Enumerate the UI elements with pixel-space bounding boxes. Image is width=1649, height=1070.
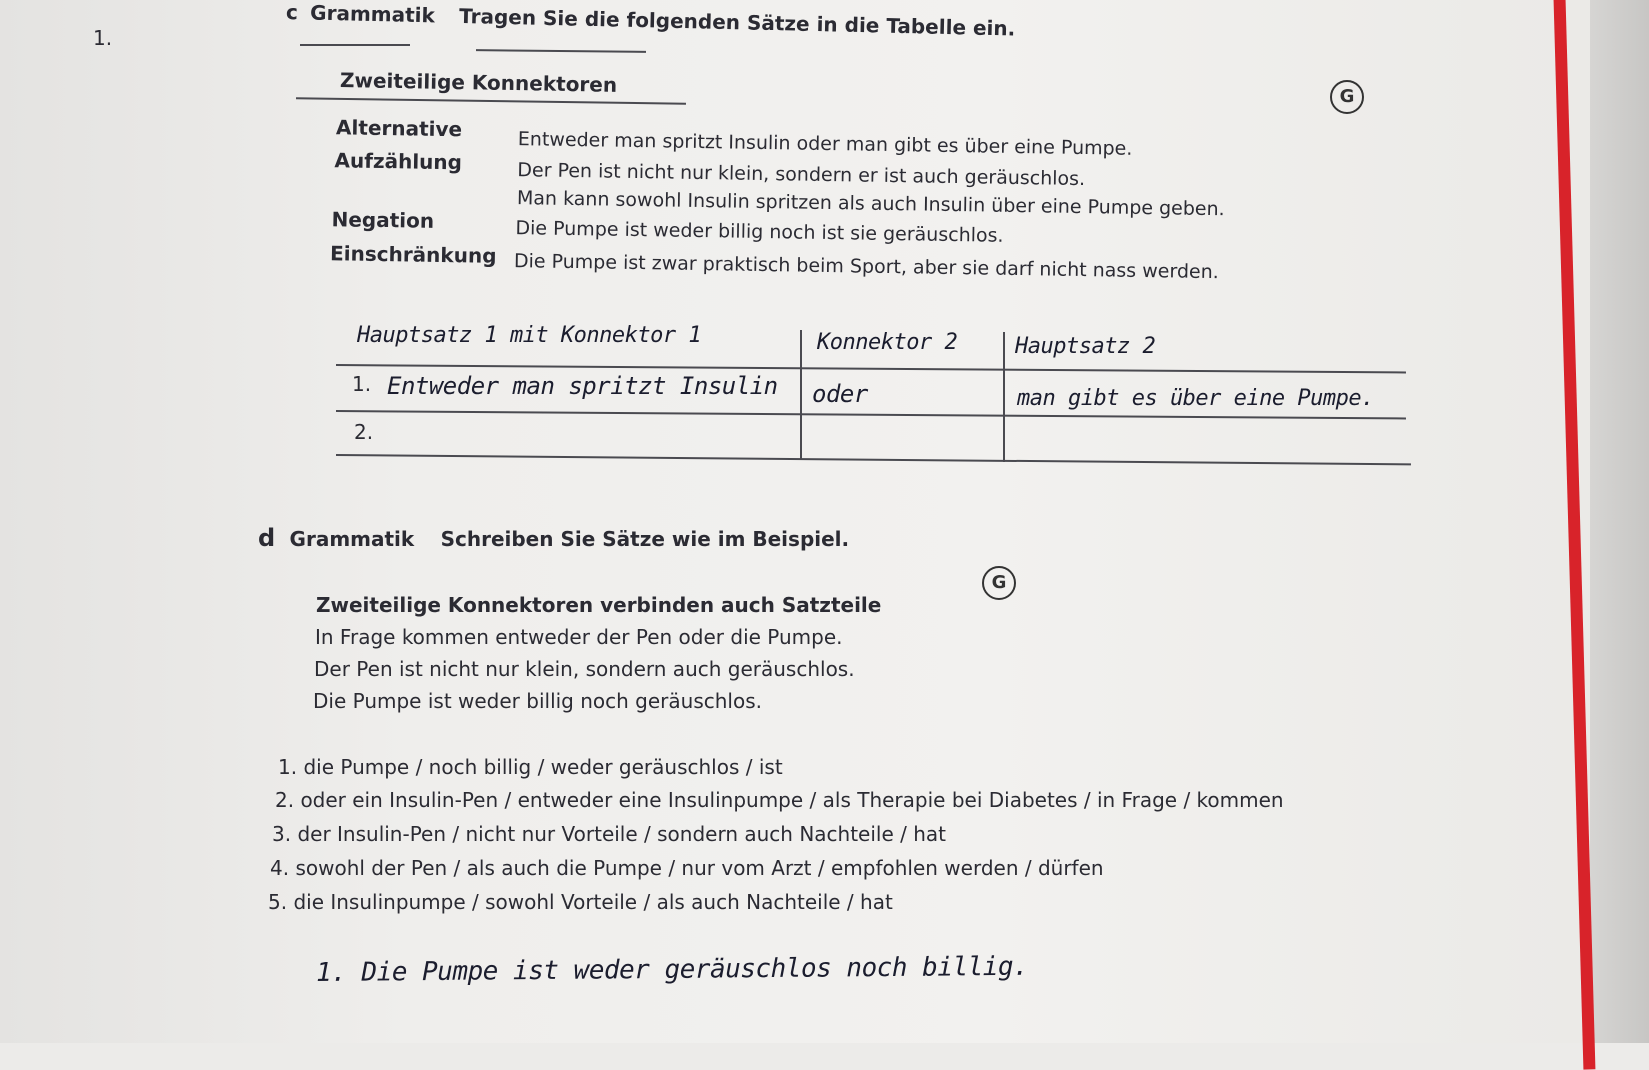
table-header-k2: Konnektor 2 <box>817 330 958 355</box>
section-d-box-title: Zweiteilige Konnektoren verbinden auch Satzteile <box>316 593 882 617</box>
table-header-hs1: Hauptsatz 1 mit Konnektor 1 <box>357 323 702 348</box>
connector-sentence: Entweder man spritzt Insulin oder man gibt es über eine Pumpe. <box>517 128 1133 160</box>
connector-sentence: Der Pen ist nicht nur klein, sondern er ist auch geräuschlos. <box>517 159 1086 191</box>
category-label: Alternative <box>335 115 463 142</box>
category-label: Einschränkung <box>329 241 497 268</box>
example-sentence: Die Pumpe ist weder billig noch geräuschlos. <box>313 689 762 713</box>
section-d-instruction: Schreiben Sie Sätze wie im Beispiel. <box>440 527 850 551</box>
connector-sentence: Die Pumpe ist weder billig noch ist sie geräuschlos. <box>515 217 1004 247</box>
table-row-num: 2. <box>354 420 374 444</box>
connector-sentence: Man kann sowohl Insulin spritzen als auch Insulin über eine Pumpe geben. <box>516 187 1225 221</box>
table-row-num: 1. <box>352 372 372 396</box>
task-item: 1. die Pumpe / noch billig / weder geräuschlos / ist <box>278 755 783 779</box>
number-marker: 1. <box>93 26 113 50</box>
task-item: 3. der Insulin-Pen / nicht nur Vorteile / sondern auch Nachteile / hat <box>272 822 946 846</box>
grammar-g-icon: G <box>982 566 1016 600</box>
section-d-heading <box>258 524 849 552</box>
section-d-label: Grammatik <box>289 527 415 551</box>
section-c-label: Grammatik <box>309 0 436 28</box>
category-label: Aufzählung <box>334 148 463 175</box>
section-c-heading <box>286 0 1016 41</box>
example-sentence: Der Pen ist nicht nur klein, sondern auch geräuschlos. <box>314 657 855 681</box>
section-d-letter: d <box>258 524 276 552</box>
heading-underline <box>476 49 646 53</box>
task-item: 5. die Insulinpumpe / sowohl Vorteile / als auch Nachteile / hat <box>268 890 893 914</box>
connector-sentence: Die Pumpe ist zwar praktisch beim Sport, aber sie darf nicht nass werden. <box>513 250 1219 284</box>
table-column-divider <box>800 330 802 460</box>
grammar-g-icon: G <box>1330 80 1364 114</box>
page-edge <box>1590 0 1649 1043</box>
table-column-divider <box>1003 332 1005 462</box>
section-c-box-title: Zweiteilige Konnektoren <box>339 68 618 97</box>
box-underline <box>296 97 686 104</box>
table-header-hs2: Hauptsatz 2 <box>1015 334 1156 359</box>
section-c-letter: c <box>285 0 299 25</box>
section-c-instruction: Tragen Sie die folgenden Sätze in die Tabelle ein. <box>458 3 1016 41</box>
example-sentence: In Frage kommen entweder der Pen oder die Pumpe. <box>315 625 843 649</box>
heading-underline <box>300 44 410 46</box>
table-cell-k2[interactable]: oder <box>812 380 868 408</box>
task-item: 2. oder ein Insulin-Pen / entweder eine Insulinpumpe / als Therapie bei Diabetes / in Frage / kommen <box>275 788 1284 812</box>
table-cell-hs1[interactable]: Entweder man spritzt Insulin <box>387 372 778 400</box>
table-bottom-line <box>336 454 1411 465</box>
category-label: Negation <box>331 207 435 233</box>
table-row-line <box>336 410 1406 419</box>
handwritten-answer[interactable]: 1. Die Pumpe ist weder geräuschlos noch billig. <box>315 951 1029 988</box>
table-cell-hs2[interactable]: man gibt es über eine Pumpe. <box>1017 386 1374 411</box>
task-item: 4. sowohl der Pen / als auch die Pumpe / nur vom Arzt / empfohlen werden / dürfen <box>270 856 1104 880</box>
